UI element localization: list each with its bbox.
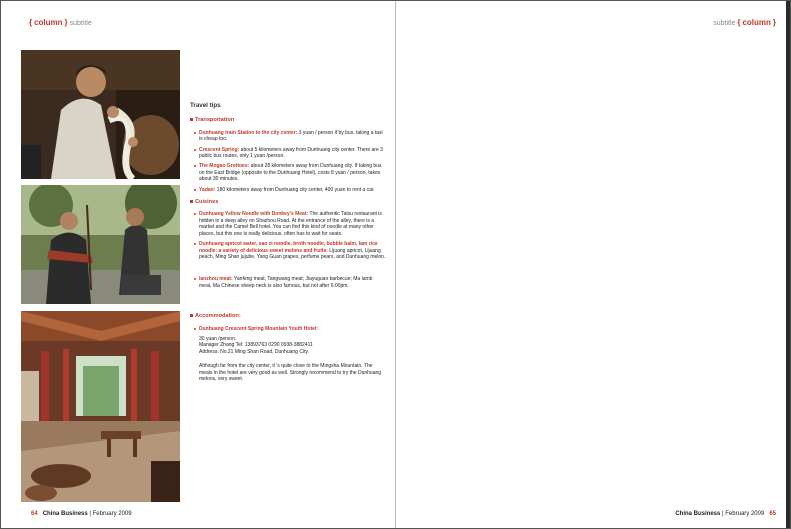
- item-text: The authentic Tatsu restaurant is hidden in a deep alley on Shazhou Road. At the entrance of the alley, there is a market and the Camel Bell hotel. You can find this kind of noodle at many other places, but this one is really delicious, often has to wait for seats.: [199, 211, 382, 237]
- footer-right: [675, 511, 776, 517]
- tips-title: Travel tips: [190, 102, 221, 109]
- list-item: [194, 241, 386, 260]
- header-right: [713, 18, 776, 27]
- hotel-address: Address: No.21 Ming Shan Road, Dunhuang City.: [199, 348, 309, 355]
- item-highlight: Crescent Spring:: [199, 146, 240, 153]
- item-text: about 28 kilometers away from Dunhuang city. If taking bus on the East Bridge (opposite to the Dunhuang Hotel), costs 8 yuan / person, takes about 30 minutes.: [199, 163, 382, 183]
- issue-date: February 2009: [725, 511, 765, 517]
- item-highlight: The Mogao Grottoes:: [199, 163, 250, 170]
- hotel-note: Although far from the city center, it 's quite close to the Mingsha Mountain. The meals in the hotel are very good as well. Strongly recommend to try the Dunhuang melons, very sweet.: [199, 363, 382, 382]
- section-heading: Cuisines: [195, 199, 219, 206]
- square-bullet-icon: [190, 200, 193, 203]
- section-cuisines: [190, 199, 386, 205]
- header-column-label: column: [742, 18, 771, 27]
- footer-left: [31, 511, 132, 517]
- item-text: Lijuang apricot, Lijuang peach, Ming Shan jujube, Yang Guan grapes, perfume pears, and Dunhuang melon.: [199, 247, 386, 260]
- item-text: about 5 kilometers away from Dunhuang city center. There are 3 public bus routes, only 1 yuan /person.: [199, 146, 383, 160]
- section-accommodation: [190, 313, 386, 319]
- page-number: 65: [769, 511, 776, 517]
- list-item: [194, 147, 386, 160]
- list-item: [194, 163, 386, 182]
- hotel-name: Dunhuang Crescent Spring Mountain Youth Hotel:: [199, 325, 318, 332]
- page-number: 64: [31, 511, 38, 517]
- hotel-price: 30 yuan /person.: [199, 335, 237, 342]
- footer-separator: |: [720, 511, 726, 517]
- header-left: [29, 18, 92, 27]
- item-text: Yanfeng meat, Tangwang meat; Jiayuguan barbecue; Ma lamb meat, Ma Chinese sheep neck is also famous, but not after 6:00pm.: [199, 276, 373, 289]
- publication-name: China Business: [42, 511, 88, 517]
- spacer: [190, 264, 386, 276]
- header-brace: }: [772, 18, 776, 27]
- header-brace: {: [29, 18, 33, 27]
- hotel-item: [194, 326, 386, 332]
- square-bullet-icon: [190, 118, 193, 121]
- section-heading: Transportation: [195, 117, 235, 124]
- right-edge: [786, 1, 790, 528]
- square-bullet-icon: [190, 314, 193, 317]
- photo-noodle-maker: [21, 50, 180, 179]
- page-gutter: [395, 1, 396, 528]
- header-column-label: column: [34, 18, 63, 27]
- footer-separator: |: [87, 511, 93, 517]
- list-item: [194, 187, 386, 193]
- item-highlight: Dunhuang Yellow Noodle with Donkey's Meat:: [199, 211, 309, 218]
- header-subtitle: subtitle: [713, 20, 736, 27]
- item-text: 180 kilometers away from Dunhuang city center, 400 yuan to rent a car.: [215, 186, 375, 193]
- list-item: [194, 130, 386, 143]
- travel-tips: [190, 103, 386, 382]
- issue-date: February 2009: [92, 511, 132, 517]
- spacer: [190, 293, 386, 307]
- header-brace: {: [737, 18, 741, 27]
- item-highlight: Dunhuang train Station to the city center:: [199, 129, 298, 136]
- photo-musicians: [21, 185, 180, 304]
- section-heading: Accommodation:: [195, 313, 241, 320]
- publication-name: China Business: [675, 511, 721, 517]
- header-subtitle: subtitle: [69, 20, 92, 27]
- item-text: 3 yuan / person if by bus, taking a taxi is cheap too.: [199, 129, 383, 143]
- photo-courtyard: [21, 311, 180, 502]
- item-highlight: Yadan:: [199, 186, 216, 193]
- hotel-manager: Manager Zhang Tel: 13893763 0290 0938-3882411: [199, 342, 313, 349]
- header-brace: }: [64, 18, 68, 27]
- item-highlight: Dunhuang apricot water, sao zi noodle, broth noodle, bubble balm, lam rice noodle; a variety of delicious sweet melons and fruits:: [199, 241, 378, 254]
- item-highlight: lanzhou meat:: [199, 276, 233, 283]
- list-item: [194, 211, 386, 237]
- list-item: [194, 276, 386, 289]
- section-transportation: [190, 117, 386, 123]
